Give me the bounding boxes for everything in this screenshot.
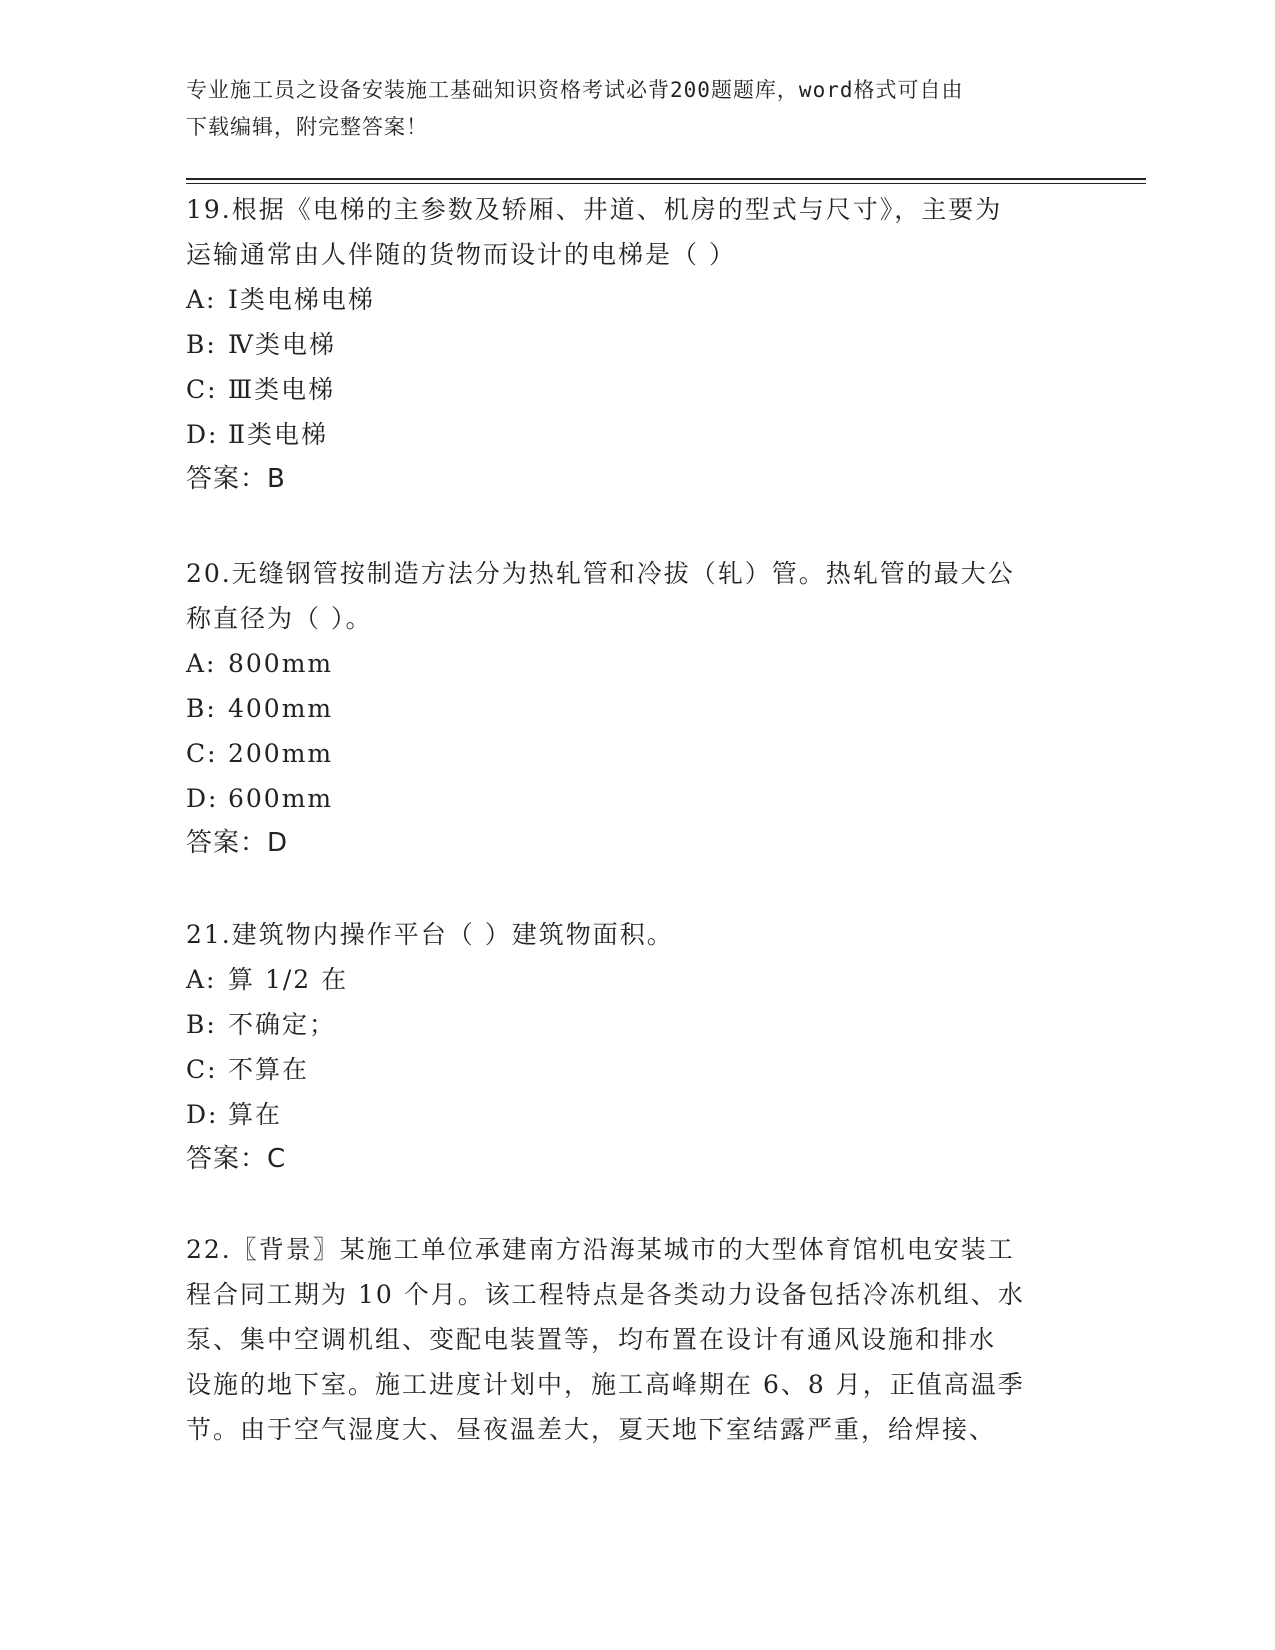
option-text: 800mm: [228, 649, 334, 678]
option-key: A:: [186, 649, 217, 678]
option-text: Ⅲ类电梯: [228, 375, 336, 404]
option-a: [186, 641, 1086, 686]
option-a: [186, 957, 1086, 1002]
option-b: [186, 1002, 1086, 1047]
option-text: 200mm: [228, 739, 334, 768]
question-stem-line: 泵、集中空调机组、变配电装置等，均布置在设计有通风设施和排水: [186, 1325, 997, 1354]
option-key: B:: [186, 1010, 217, 1039]
option-c: [186, 731, 1086, 776]
question-stem-line: 20.无缝钢管按制造方法分为热轧管和冷拔（轧）管。热轧管的最大公: [186, 559, 1015, 588]
option-text: 不算在: [228, 1055, 310, 1084]
question-stem-line: 19.根据《电梯的主参数及轿厢、井道、机房的型式与尺寸》，主要为: [186, 195, 1003, 224]
option-key: D:: [186, 1100, 219, 1129]
option-text: 400mm: [228, 694, 334, 723]
option-text: 不确定；: [228, 1010, 337, 1039]
question-stem-line: 21.建筑物内操作平台（ ）建筑物面积。: [186, 920, 674, 949]
option-c: [186, 1047, 1086, 1092]
option-d: [186, 776, 1086, 821]
header-line-1: 专业施工员之设备安装施工基础知识资格考试必背200题题库，word格式可自由: [186, 78, 964, 102]
question-stem-line: 称直径为（ ）。: [186, 604, 373, 633]
option-key: C:: [186, 739, 218, 768]
option-b: [186, 322, 1086, 367]
option-key: D:: [186, 784, 219, 813]
option-key: C:: [186, 375, 218, 404]
option-c: [186, 367, 1086, 412]
option-key: B:: [186, 694, 217, 723]
option-key: A:: [186, 965, 217, 994]
answer-line: 答案：D: [186, 828, 289, 858]
option-key: A:: [186, 285, 217, 314]
option-key: C:: [186, 1055, 218, 1084]
question-stem-line: 节。由于空气湿度大、昼夜温差大，夏天地下室结露严重，给焊接、: [186, 1415, 997, 1444]
header-line-2: 下载编辑，附完整答案！: [186, 115, 428, 139]
option-text: Ⅱ类电梯: [228, 420, 328, 449]
question-19: [186, 187, 1086, 502]
option-b: [186, 686, 1086, 731]
option-text: Ⅳ类电梯: [228, 330, 336, 359]
question-21: [186, 912, 1086, 1182]
header-divider-thin: [186, 183, 1146, 184]
option-text: Ⅰ类电梯电梯: [228, 285, 375, 314]
option-a: [186, 277, 1086, 322]
answer-line: 答案：B: [186, 464, 286, 494]
option-d: [186, 1092, 1086, 1137]
answer-line: 答案：C: [186, 1144, 287, 1174]
question-stem-line: 程合同工期为 10 个月。该工程特点是各类动力设备包括冷冻机组、水: [186, 1280, 1025, 1309]
question-stem-line: 设施的地下室。施工进度计划中，施工高峰期在 6、8 月，正值高温季: [186, 1370, 1025, 1399]
option-text: 600mm: [228, 784, 334, 813]
option-key: D:: [186, 420, 219, 449]
question-stem-line: 运输通常由人伴随的货物而设计的电梯是（ ）: [186, 240, 736, 269]
header-divider-thick: [186, 178, 1146, 180]
option-text: 算 1/2 在: [228, 965, 349, 994]
option-d: [186, 412, 1086, 457]
document-header: [186, 72, 1086, 146]
option-text: 算在: [228, 1100, 283, 1129]
question-22: [186, 1227, 1086, 1452]
question-20: [186, 551, 1086, 866]
option-key: B:: [186, 330, 217, 359]
question-stem-line: 22.〖背景〗某施工单位承建南方沿海某城市的大型体育馆机电安装工: [186, 1235, 1015, 1264]
